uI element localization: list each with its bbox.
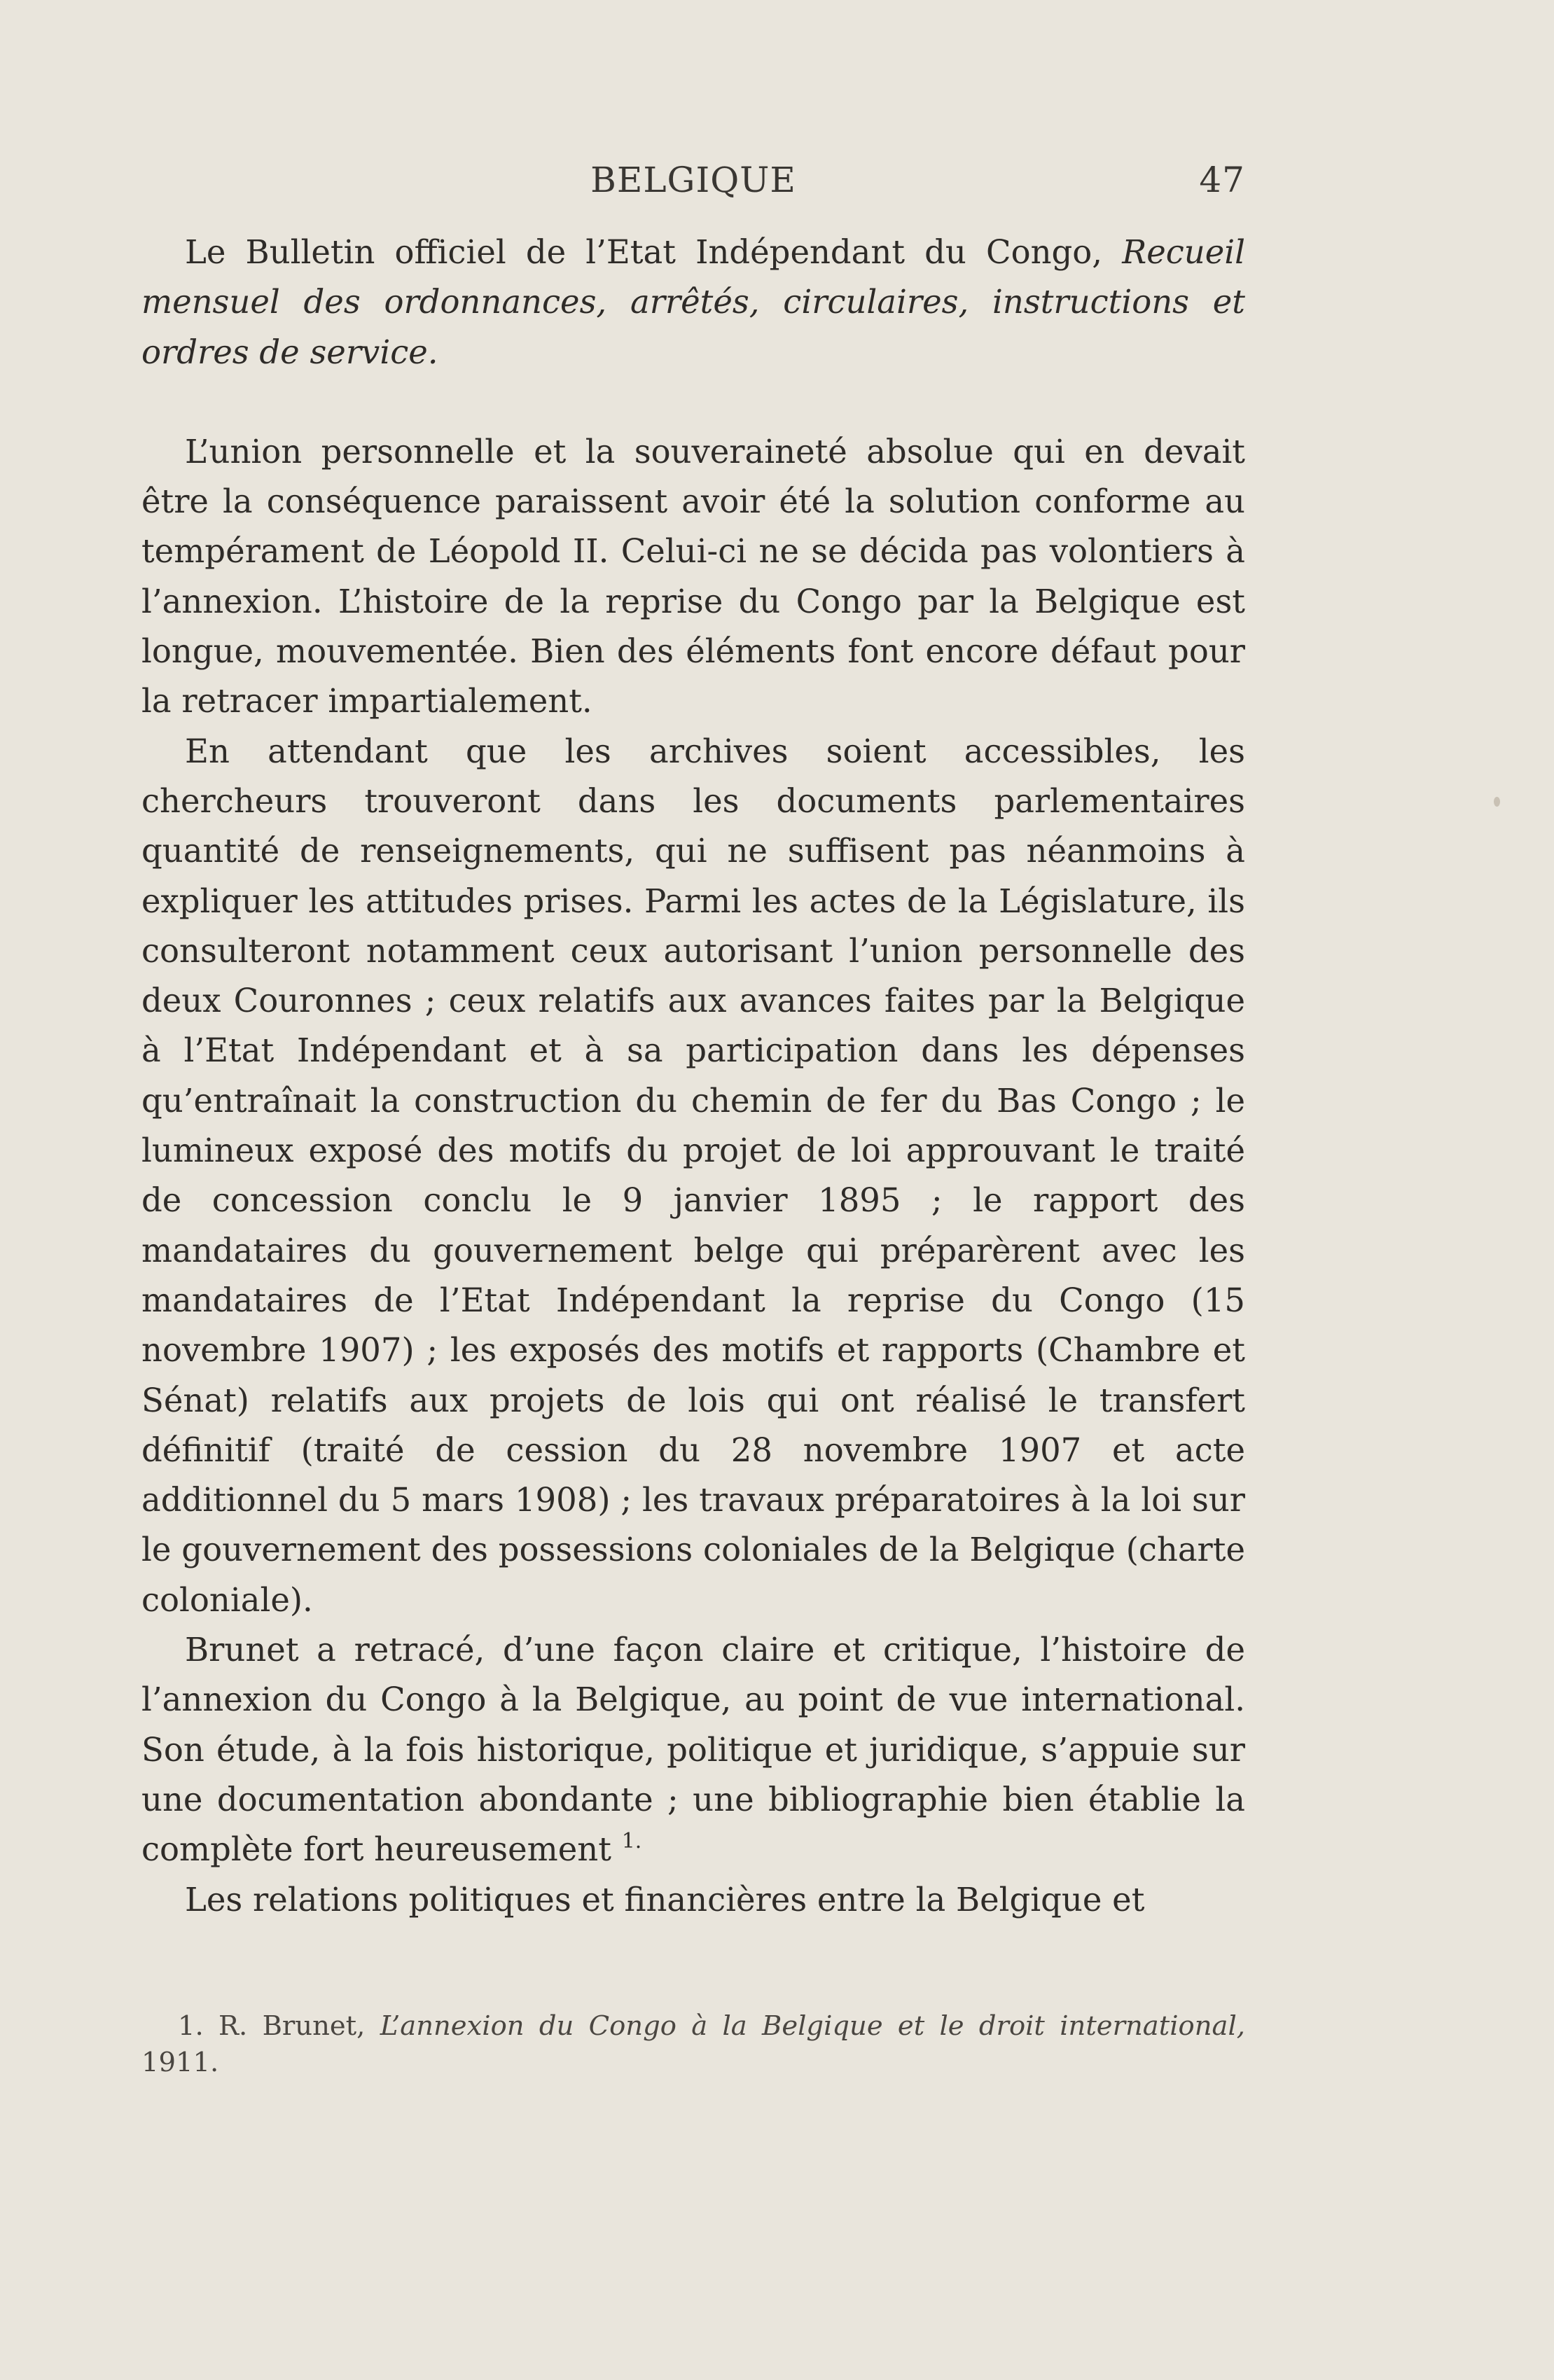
- paragraph-brunet: [141, 1625, 1245, 1874]
- paper-speck: [1494, 797, 1500, 807]
- footnote: [141, 2008, 1245, 2081]
- page-number: 47: [1199, 160, 1245, 200]
- paragraph-union-personnelle: [141, 427, 1245, 727]
- paragraph-text: L’union personnelle et la souveraineté absolue qui en devait être la conséquence paraissent avoir été la solution conforme au tempérament de Léopold II. Celui-ci ne se décida pas volontiers à l’annexion. L’histoire de la reprise du Congo par la Belgique est longue, mouvementée. Bien des éléments font encore défaut pour la retracer impartialement.: [141, 432, 1245, 721]
- paragraph-text: Les relations politiques et financières entre la Belgique et: [185, 1880, 1145, 1919]
- footnote-text: [141, 2008, 1245, 2081]
- paragraph-text: Brunet a retracé, d’une façon claire et critique, l’histoire de l’annexion du Congo à la Belgique, au point de vue international. Son étude, à la fois historique, politique et juridique, s’appuie sur une documentation abondante ; une bibliographie bien établie la complète fort heureusement: [141, 1631, 1245, 1869]
- footnote-title: L’annexion du Congo à la Belgique et le droit international,: [380, 2010, 1245, 2042]
- running-head: [141, 160, 1245, 209]
- paragraph-bulletin: [141, 228, 1245, 377]
- footnote-reference[interactable]: 1.: [621, 1829, 642, 1854]
- paragraph-archives: [141, 727, 1245, 1625]
- body-text: [141, 228, 1245, 1925]
- paragraph-text: En attendant que les archives soient accessibles, les chercheurs trouveront dans les documents parlementaires quantité de renseignements, qui ne suffisent pas néanmoins à expliquer les attitudes prises. Parmi les actes de la Législature, ils consulteront notamment ceux autorisant l’union personnelle des deux Couronnes ; ceux relatifs aux avances faites par la Belgique à l’Etat Indépendant et à sa participation dans les dépenses qu’entraînait la construction du chemin de fer du Bas Congo ; le lumineux exposé des motifs du projet de loi approuvant le traité de concession conclu le 9 janvier 1895 ; le rapport des mandataires du gouvernement belge qui préparèrent avec les mandataires de l’Etat Indépendant la reprise du Congo (15 novembre 1907) ; les exposés des motifs et rapports (Chambre et Sénat) relatifs aux projets de lois qui ont réalisé le transfert définitif (traité de cession du 28 novembre 1907 et acte additionnel du 5 mars 1908) ; les travaux préparatoires à la loi sur le gouvernement des possessions coloniales de la Belgique (charte coloniale).: [141, 732, 1245, 1619]
- footnote-year: 1911.: [141, 2047, 219, 2078]
- paragraph-text-italic: Recueil mensuel des ordonnances, arrêtés, circulaires, instructions et ordres de service.: [141, 233, 1245, 371]
- footnote-number: 1.: [178, 2010, 204, 2042]
- running-title: BELGIQUE: [590, 160, 796, 200]
- paragraph-relations: [141, 1875, 1245, 1925]
- footnote-author: R. Brunet,: [218, 2010, 366, 2042]
- paragraph-text: Le Bulletin officiel de l’Etat Indépendant du Congo,: [185, 233, 1123, 271]
